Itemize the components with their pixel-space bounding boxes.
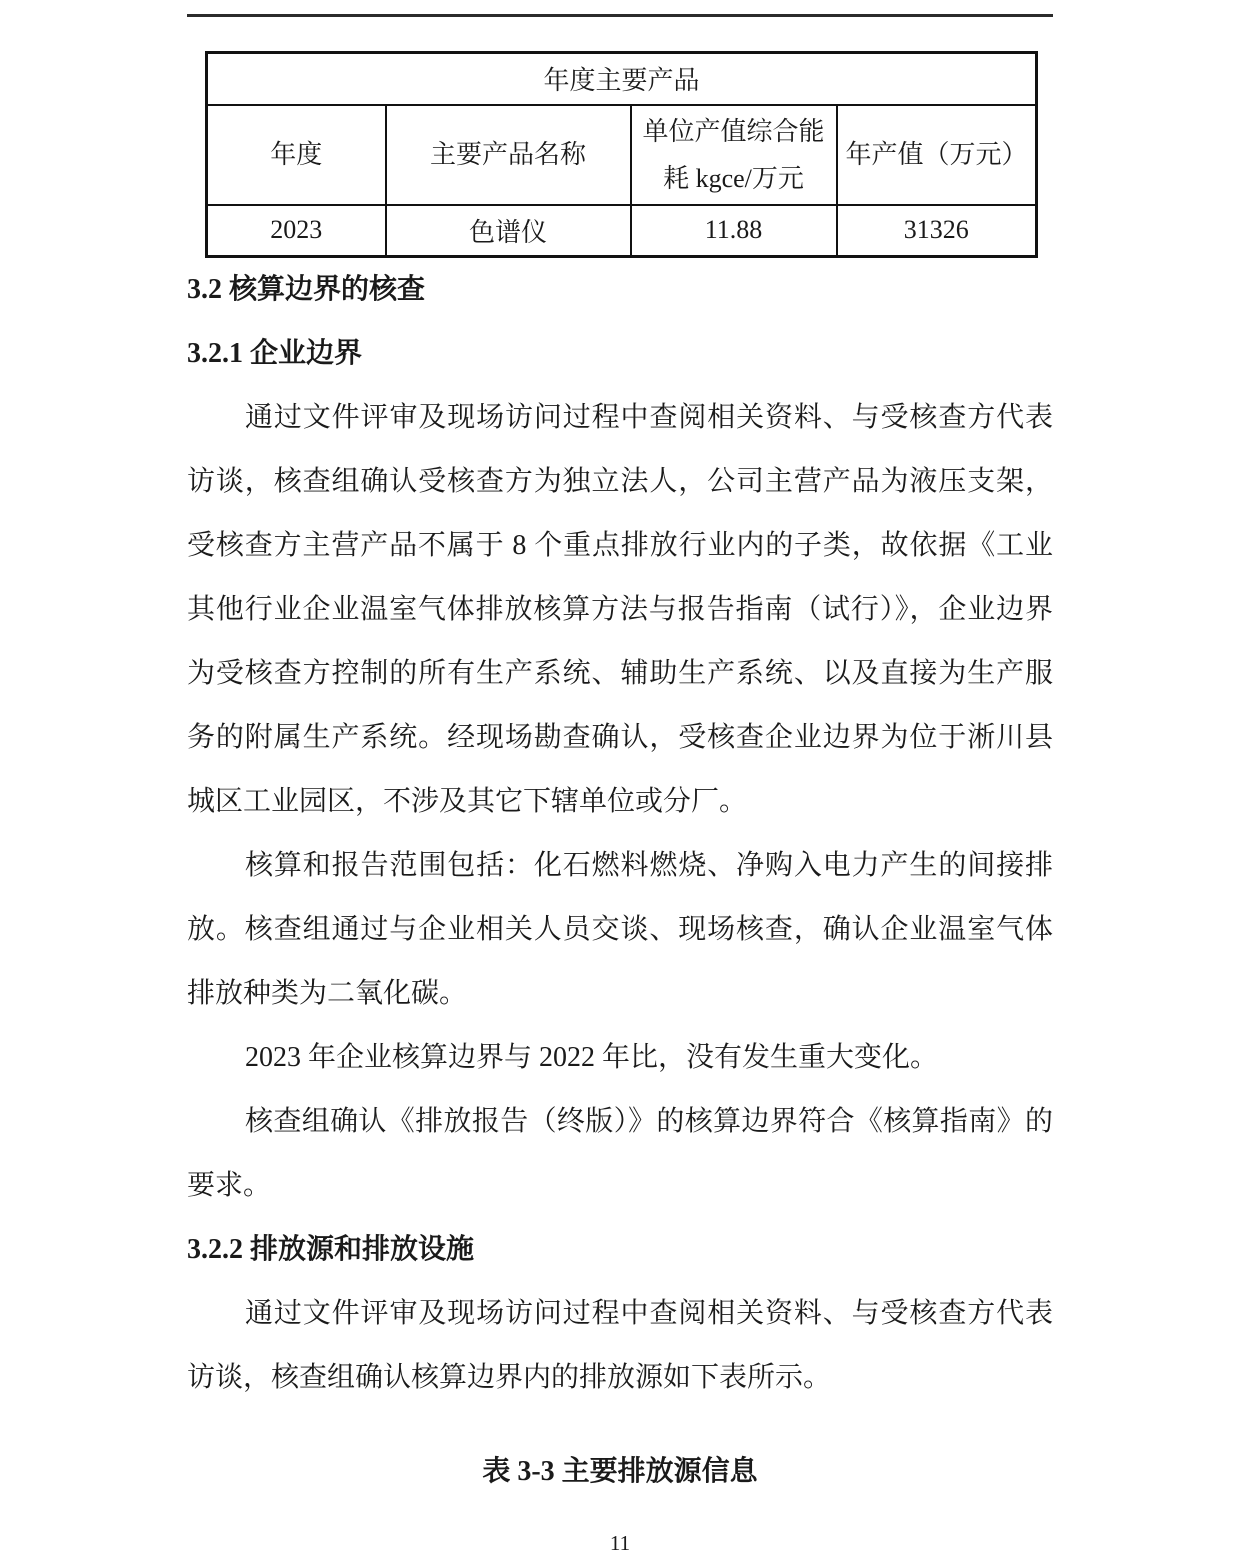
column-header-energy-intensity: 单位产值综合能耗 kgce/万元 bbox=[631, 105, 837, 205]
cell-energy-intensity: 11.88 bbox=[631, 205, 837, 257]
cell-annual-output: 31326 bbox=[837, 205, 1037, 257]
annual-products-table bbox=[205, 51, 1038, 258]
page-number: 11 bbox=[609, 1531, 631, 1555]
cell-year: 2023 bbox=[207, 205, 386, 257]
section-heading-3-2: 3.2 核算边界的核查 bbox=[187, 274, 426, 305]
table-title-row bbox=[207, 53, 1037, 105]
paragraph-reporting-scope: 核算和报告范围包括：化石燃料燃烧、净购入电力产生的间接排放。核查组通过与企业相关人员交谈、现场核查，确认企业温室气体排放种类为二氧化碳。 bbox=[187, 850, 1053, 1009]
table-3-3-caption: 表 3-3 主要排放源信息 bbox=[482, 1456, 758, 1487]
table-row bbox=[207, 205, 1037, 257]
section-heading-3-2-1: 3.2.1 企业边界 bbox=[187, 338, 363, 369]
paragraph-boundary-change: 2023 年企业核算边界与 2022 年比，没有发生重大变化。 bbox=[245, 1042, 939, 1073]
table-header-row bbox=[207, 105, 1037, 205]
column-header-product-name: 主要产品名称 bbox=[386, 105, 631, 205]
paragraph-enterprise-boundary: 通过文件评审及现场访问过程中查阅相关资料、与受核查方代表访谈，核查组确认受核查方为独立法人，公司主营产品为液压支架，受核查方主营产品不属于 8 个重点排放行业内的子类，故依据《工业其他行业企业温室气体排放核算方法与报告指南（试行）》，企业边界为受核查方控制的所有生产系统、辅助生产系统、以及直接为生产服务的附属生产系统。经现场勘查确认，受核查企业边界为位于淅川县城区工业园区，不涉及其它下辖单位或分厂。 bbox=[187, 402, 1053, 817]
table-title-cell: 年度主要产品 bbox=[207, 53, 1037, 105]
column-header-year: 年度 bbox=[207, 105, 386, 205]
column-header-annual-output: 年产值（万元） bbox=[837, 105, 1037, 205]
section-heading-3-2-2: 3.2.2 排放源和排放设施 bbox=[187, 1234, 475, 1265]
paragraph-boundary-conformity: 核查组确认《排放报告（终版）》的核算边界符合《核算指南》的要求。 bbox=[187, 1106, 1053, 1201]
body-text bbox=[187, 258, 1053, 1410]
header-rule bbox=[187, 14, 1053, 17]
cell-product-name: 色谱仪 bbox=[386, 205, 631, 257]
paragraph-emission-sources: 通过文件评审及现场访问过程中查阅相关资料、与受核查方代表访谈，核查组确认核算边界内的排放源如下表所示。 bbox=[187, 1298, 1053, 1393]
